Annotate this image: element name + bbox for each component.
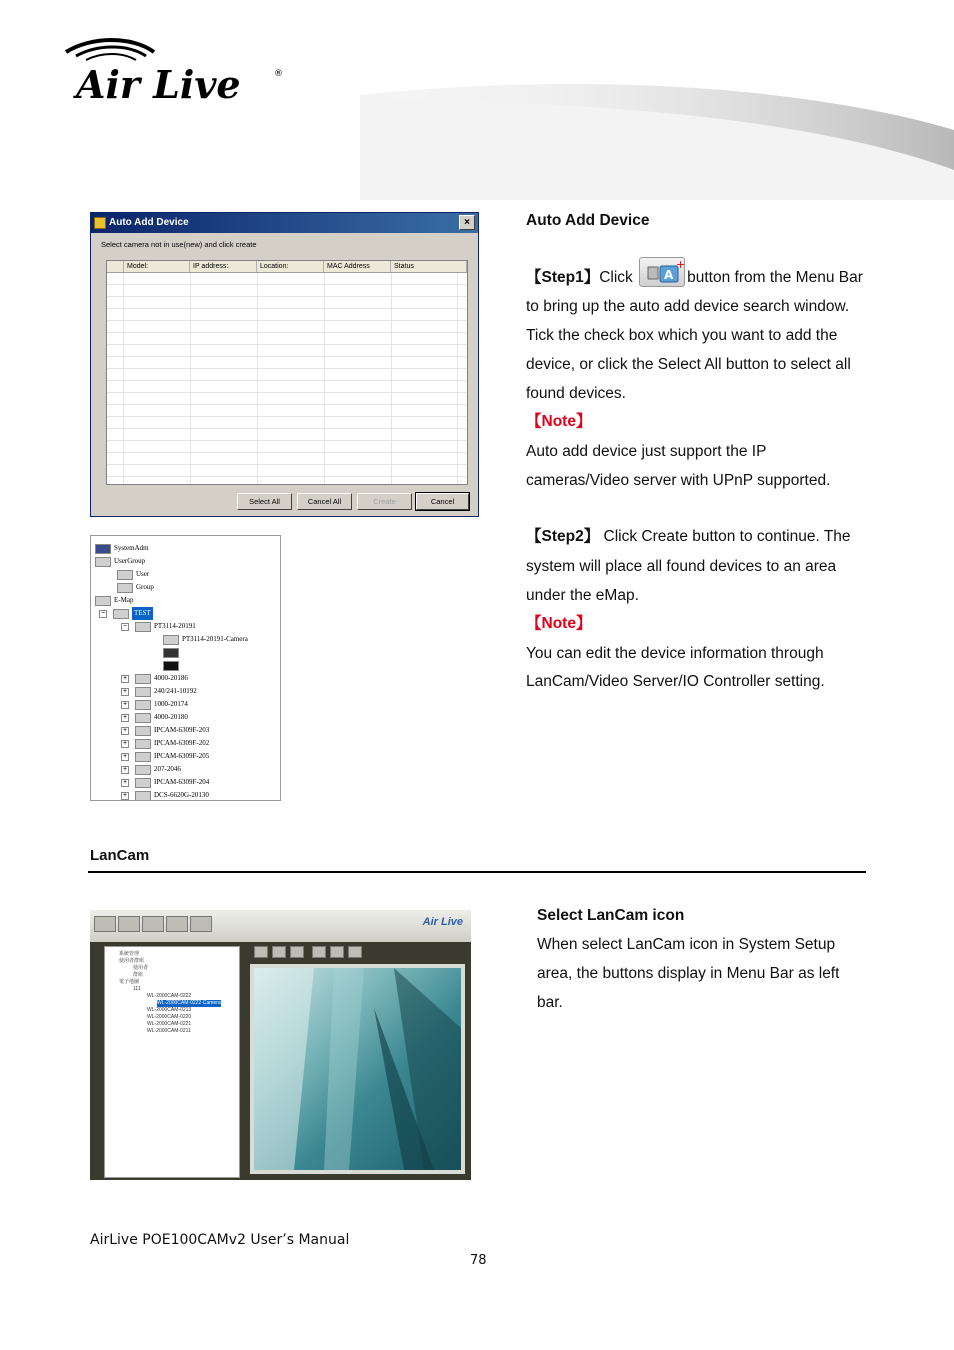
lancam-tool-button[interactable]	[290, 946, 304, 958]
device-list-header	[107, 261, 467, 273]
tree-item[interactable]: + IPCAM-6309F-205	[122, 752, 210, 760]
server-icon	[135, 752, 151, 762]
page-number: 78	[470, 1253, 487, 1268]
group-icon	[117, 583, 133, 593]
server-icon	[135, 739, 151, 749]
step2-text: under the eMap.	[526, 587, 639, 604]
app-icon	[94, 217, 106, 229]
tree-item[interactable]: E-Map	[95, 594, 133, 607]
note-text: LanCam/Video Server/IO Controller setting.	[526, 673, 825, 690]
server-icon	[135, 622, 151, 632]
expand-icon[interactable]: +	[122, 713, 128, 721]
step2-tag: 【Step2】	[526, 528, 600, 545]
building-graphic	[254, 968, 461, 1170]
lancam-tree-item[interactable]: WL-2000CAM-0213	[147, 1007, 192, 1013]
device-list[interactable]	[106, 260, 468, 485]
svg-text:+: +	[676, 258, 686, 271]
note-text: You can edit the device information through	[526, 645, 824, 662]
cancel-all-button[interactable]: Cancel All	[297, 493, 352, 510]
tree-item[interactable]: SystemAdm	[95, 542, 149, 555]
tree-item[interactable]: + IPCAM-6309F-203	[122, 726, 210, 734]
col-location: Location:	[257, 261, 324, 272]
airlive-logo	[62, 38, 292, 106]
lancam-text: area, the buttons display in Menu Bar as left	[537, 965, 840, 982]
step1-tag: 【Step1】	[526, 269, 600, 286]
expand-icon[interactable]: +	[122, 700, 128, 708]
svg-text:Air Live: Air Live	[76, 62, 241, 106]
tree-item[interactable]: PT3114-20191-Camera	[163, 633, 248, 646]
lancam-tree-item[interactable]: WL-2000CAM-0211	[147, 1028, 191, 1034]
toolbar-button[interactable]	[190, 916, 212, 932]
emap-tree-panel	[90, 535, 281, 801]
server-icon	[135, 778, 151, 788]
server-icon	[135, 726, 151, 736]
col-check	[107, 261, 124, 272]
collapse-icon[interactable]: −	[122, 622, 128, 630]
toolbar-button[interactable]	[166, 916, 188, 932]
col-status: Status	[391, 261, 467, 272]
step1-text: found devices.	[526, 385, 626, 402]
section-divider	[88, 871, 866, 873]
note-text: Auto add device just support the IP	[526, 443, 767, 460]
lancam-menubar	[90, 910, 471, 942]
map-icon	[113, 609, 129, 619]
lancam-tree-item[interactable]: WL-2000CAM-0222	[147, 993, 192, 999]
toolbar-button[interactable]	[94, 916, 116, 932]
lancam-brand: Air Live	[422, 916, 463, 928]
expand-icon[interactable]: +	[122, 778, 128, 786]
svg-text:A: A	[664, 268, 674, 282]
tree-item[interactable]: − TEST	[99, 607, 153, 620]
expand-icon[interactable]: +	[122, 765, 128, 773]
expand-icon[interactable]: +	[122, 791, 128, 799]
note-text: cameras/Video server with UPnP supported.	[526, 472, 831, 489]
step2-line: 【Step2】 Click Create button to continue. The	[526, 528, 851, 545]
lancam-heading: LanCam	[90, 847, 150, 864]
lancam-tool-button[interactable]	[312, 946, 326, 958]
tree-item[interactable]: + 207-2046	[122, 765, 181, 773]
collapse-icon[interactable]: −	[100, 609, 106, 617]
lancam-tree-item[interactable]: 系統管理	[119, 951, 140, 957]
step1-line: 【Step1】Click A + button from the Menu Bar	[526, 258, 863, 286]
server-icon	[135, 713, 151, 723]
tree-item[interactable]: + 4000-20180	[122, 713, 188, 721]
toolbar-button[interactable]	[118, 916, 140, 932]
map-icon	[95, 596, 111, 606]
server-icon	[135, 674, 151, 684]
auto-add-device-window	[90, 212, 479, 517]
lancam-screenshot	[90, 910, 471, 1180]
lancam-tree-item[interactable]: 111	[133, 986, 141, 992]
expand-icon[interactable]: +	[122, 752, 128, 760]
output-icon	[163, 661, 179, 671]
tree-item[interactable]: UserGroup	[95, 555, 145, 568]
server-icon	[135, 700, 151, 710]
note-label: 【Note】	[526, 615, 592, 632]
tree-item[interactable]: + DCS-6620G-20130	[122, 791, 209, 799]
server-icon	[135, 687, 151, 697]
create-button[interactable]: Create	[357, 493, 412, 510]
note-label: 【Note】	[526, 413, 592, 430]
manual-title: AirLive POE100CAMv2 User’s Manual	[90, 1232, 350, 1248]
tree-item[interactable]	[163, 659, 182, 672]
svg-text:®: ®	[274, 69, 283, 79]
step2-text: system will place all found devices to an area	[526, 558, 837, 575]
lancam-text: When select LanCam icon in System Setup	[537, 936, 836, 953]
camera-icon	[163, 635, 179, 645]
lancam-tree-item[interactable]: WL-2000CAM-0220	[147, 1014, 192, 1020]
lancam-tree-item[interactable]: 群組	[133, 972, 144, 978]
io-icon	[163, 648, 179, 658]
lancam-tree-item[interactable]: WL-2000CAM-0221	[147, 1021, 192, 1027]
tree-item[interactable]: + 4000-20186	[122, 674, 188, 682]
step1-text: Tick the check box which you want to add the	[526, 327, 838, 344]
tree-item[interactable]: User	[117, 568, 149, 581]
tree-item[interactable]: − PT3114-20191	[122, 622, 196, 630]
lancam-tree-panel	[104, 946, 240, 1178]
lancam-tool-button[interactable]	[254, 946, 268, 958]
server-icon	[135, 765, 151, 775]
cancel-button[interactable]: Cancel	[416, 493, 469, 510]
tree-item[interactable]: + 240/241-10192	[122, 687, 197, 695]
expand-icon[interactable]: +	[122, 739, 128, 747]
tree-item[interactable]: + IPCAM-6309F-202	[122, 739, 210, 747]
lancam-tree-item-selected[interactable]: WL-2000CAM-0222-Camera	[157, 1000, 221, 1006]
tree-item[interactable]: Group	[117, 581, 154, 594]
lancam-text: bar.	[537, 994, 563, 1011]
auto-add-icon	[639, 257, 685, 287]
sys-icon	[95, 544, 111, 554]
lancam-tool-button[interactable]	[272, 946, 286, 958]
window-titlebar	[91, 213, 478, 233]
expand-icon[interactable]: +	[122, 674, 128, 682]
tree-item[interactable]: + 1000-20174	[122, 700, 188, 708]
lancam-tree-item[interactable]: 使用者群組	[119, 958, 145, 964]
server-icon	[135, 791, 151, 801]
col-model: Model:	[124, 261, 190, 272]
step1-text: to bring up the auto add device search window.	[526, 298, 850, 315]
lancam-tree-item[interactable]: 使用者	[133, 965, 149, 971]
expand-icon[interactable]: +	[122, 726, 128, 734]
col-ip: IP address:	[190, 261, 257, 272]
section-heading: Auto Add Device	[526, 212, 650, 229]
lancam-tree-item[interactable]: 電子地圖	[119, 979, 140, 985]
lancam-tool-button[interactable]	[330, 946, 344, 958]
window-instruction: Select camera not in use(new) and click create	[101, 240, 257, 249]
lancam-video-view	[250, 964, 465, 1174]
tree-item[interactable]: + IPCAM-6309F-204	[122, 778, 210, 786]
step1-text: device, or click the Select All button to select all	[526, 356, 851, 373]
tree-item[interactable]	[163, 646, 182, 659]
select-all-button[interactable]: Select All	[237, 493, 292, 510]
close-button[interactable]: ×	[459, 215, 475, 230]
expand-icon[interactable]: +	[122, 687, 128, 695]
col-mac: MAC Address	[324, 261, 391, 272]
device-list-rows	[107, 273, 467, 484]
toolbar-button[interactable]	[142, 916, 164, 932]
user-icon	[117, 570, 133, 580]
group-icon	[95, 557, 111, 567]
lancam-tool-button[interactable]	[348, 946, 362, 958]
window-title: Auto Add Device	[109, 217, 189, 228]
lancam-subheading: Select LanCam icon	[537, 907, 685, 924]
